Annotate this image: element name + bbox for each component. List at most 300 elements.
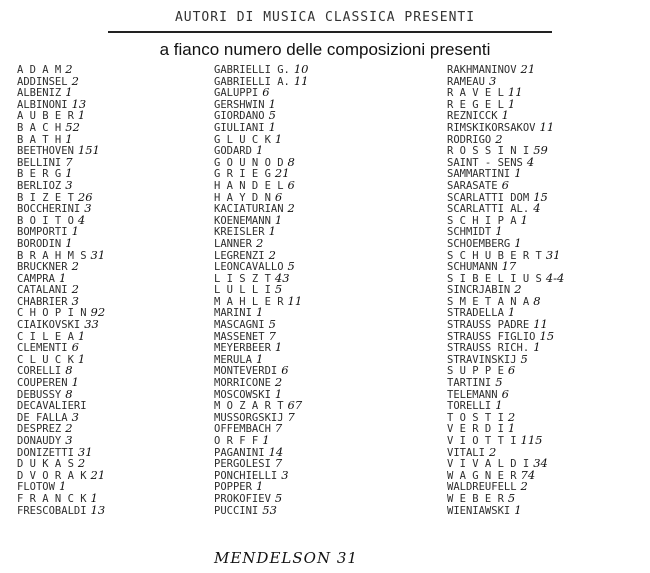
composer-name: DE FALLA — [17, 411, 68, 424]
composer-name: A U B E R — [17, 110, 74, 123]
composer-name: WALDREUFELL — [447, 481, 517, 494]
composition-count: 11 — [507, 85, 523, 100]
composition-count: 2 — [71, 259, 79, 274]
composer-name: CAMPRA — [17, 272, 55, 285]
composer-row — [214, 64, 444, 76]
composer-row — [214, 168, 444, 180]
composition-count: 17 — [501, 259, 517, 274]
composition-count: 1 — [71, 375, 79, 390]
composition-count: 2 — [71, 73, 79, 88]
composer-row — [17, 261, 212, 273]
composition-count: 1 — [514, 502, 522, 517]
composition-count: 13 — [90, 502, 106, 517]
composer-name: GABRIELLI G. — [214, 64, 290, 76]
composition-count: 1 — [274, 386, 283, 401]
composer-name: RODRIGO — [447, 133, 492, 146]
composer-row — [17, 284, 212, 296]
composer-name: LANNER — [214, 237, 252, 250]
composer-name: BERLIOZ — [17, 179, 62, 192]
composer-row — [17, 96, 212, 111]
composition-count: 34 — [533, 456, 548, 471]
composer-row — [447, 284, 647, 296]
composer-name: CATALANI — [17, 284, 68, 297]
composer-name: DONIZETTI — [17, 446, 74, 459]
composer-row — [447, 96, 647, 111]
composer-name: DONAUDY — [17, 435, 62, 447]
composer-name: MORRICONE — [214, 377, 271, 390]
composition-count: 6 — [287, 177, 295, 192]
composer-name: H A N D E L — [214, 179, 284, 192]
composer-row — [17, 444, 212, 459]
composer-name: CIAIKOVSKI — [17, 319, 81, 332]
composer-name: SAINT - SENS — [447, 156, 523, 169]
composition-count: 1 — [268, 96, 276, 111]
composer-name: PONCHIELLI — [214, 469, 278, 482]
composer-name: D U K A S — [17, 458, 74, 471]
composer-row — [214, 284, 444, 296]
composer-row — [214, 247, 444, 262]
composition-count: 151 — [77, 143, 100, 158]
composition-count: 5 — [268, 108, 276, 123]
composer-name: GERSHWIN — [214, 98, 265, 111]
composer-row — [17, 351, 212, 366]
composition-count: 2 — [71, 282, 79, 297]
composer-row — [17, 293, 212, 308]
composer-name: BRUCKNER — [17, 261, 68, 274]
composer-name: ADDINSEL — [17, 75, 68, 88]
composer-name: G R I E G — [214, 168, 271, 181]
composer-name: C H O P I N — [17, 307, 87, 320]
composer-row — [447, 145, 647, 157]
composer-row — [447, 87, 647, 99]
composer-name: C I L E A — [17, 330, 74, 343]
composer-name: LEGRENZI — [214, 249, 265, 262]
composition-count: 2 — [268, 247, 276, 262]
composer-name: B R A H M S — [17, 249, 87, 262]
composer-row — [447, 490, 647, 505]
composer-row — [214, 467, 444, 482]
composition-count: 7 — [274, 421, 283, 436]
composer-name: M O Z A R T — [214, 400, 284, 413]
composer-name: TARTINI — [447, 377, 492, 390]
composer-row — [214, 377, 444, 389]
composer-name: SCARLATTI AL. — [447, 203, 530, 216]
composer-name: COUPEREN — [17, 377, 68, 390]
composer-name: O R F F — [214, 435, 259, 447]
composer-name: SAMMARTINI — [447, 168, 511, 181]
composition-count: 1 — [514, 235, 522, 250]
composition-count: 6 — [262, 85, 270, 100]
composer-name: GIULIANI — [214, 121, 265, 134]
composition-count: 14 — [268, 444, 284, 459]
composition-count: 2 — [77, 456, 86, 471]
composition-count: 1 — [507, 421, 516, 436]
composition-count: 5 — [495, 375, 503, 390]
composer-row — [17, 131, 212, 146]
composer-name: PERGOLESI — [214, 458, 271, 471]
composition-count: 2 — [255, 235, 264, 250]
document-title: AUTORI DI MUSICA CLASSICA PRESENTI — [174, 10, 476, 25]
composer-name: SINCRJABIN — [447, 284, 511, 297]
composition-count: 1 — [520, 212, 528, 227]
composition-count: 1 — [58, 479, 67, 494]
composition-count: 8 — [65, 363, 73, 378]
composition-count: 3 — [65, 177, 73, 192]
composition-count: 15 — [533, 189, 548, 204]
composition-count: 3 — [84, 201, 92, 216]
composer-row — [214, 131, 444, 146]
composer-row — [17, 400, 212, 412]
composer-row — [214, 189, 444, 204]
composer-row — [17, 168, 212, 180]
composition-count: 6 — [274, 189, 283, 204]
composition-count: 21 — [274, 166, 290, 181]
composition-count: 21 — [90, 467, 106, 482]
composer-row — [447, 400, 647, 412]
composer-row — [17, 73, 212, 88]
composer-row — [214, 177, 444, 192]
composer-row — [214, 270, 444, 285]
composer-row — [214, 435, 444, 447]
composition-count: 1 — [58, 270, 67, 285]
composer-row — [17, 377, 212, 389]
composer-column-1 — [17, 64, 212, 516]
composition-count: 43 — [274, 270, 290, 285]
composer-row — [214, 235, 444, 250]
composer-name: OFFEMBACH — [214, 423, 271, 436]
composer-name: KREISLER — [214, 226, 265, 239]
composer-row — [17, 307, 212, 319]
composition-count: 5 — [507, 490, 516, 505]
composer-name: L I S Z T — [214, 272, 271, 285]
composer-name: F R A N C K — [17, 492, 87, 505]
composition-count: 1 — [255, 143, 264, 158]
composition-count: 7 — [65, 154, 73, 169]
composer-name: GODARD — [214, 145, 252, 158]
composer-row — [447, 409, 647, 424]
composer-name: S M E T A N A — [447, 295, 530, 308]
composer-name: H A Y D N — [214, 191, 271, 204]
composer-row — [447, 154, 647, 169]
composer-name: CORELLI — [17, 365, 62, 378]
composition-count: 1 — [495, 224, 503, 239]
composer-name: SCHOEMBERG — [447, 237, 511, 250]
composer-row — [447, 467, 647, 482]
composition-count: 52 — [65, 119, 80, 134]
composition-count: 31 — [90, 247, 106, 262]
composer-name: DEBUSSY — [17, 388, 62, 401]
composition-count: 1 — [501, 108, 509, 123]
composer-row — [17, 87, 212, 99]
composer-name: TELEMANN — [447, 388, 498, 401]
composition-count: 4 — [533, 201, 541, 216]
composer-name: BOCCHERINI — [17, 203, 81, 216]
composer-name: RAMEAU — [447, 75, 485, 88]
composer-row — [17, 145, 212, 157]
composition-count: 1 — [90, 490, 98, 505]
composer-name: TORELLI — [447, 400, 492, 413]
composition-count: 5 — [274, 282, 283, 297]
composer-row — [447, 189, 647, 204]
composer-row — [447, 423, 647, 435]
composition-count: 15 — [539, 328, 555, 343]
composer-name: KACIATURIAN — [214, 203, 284, 216]
composer-row — [214, 386, 444, 401]
composer-row — [214, 154, 444, 169]
composer-name: REZNICCK — [447, 110, 498, 123]
composer-name: W A G N E R — [447, 469, 517, 482]
composition-count: 7 — [268, 328, 276, 343]
composition-count: 2 — [520, 479, 528, 494]
composer-name: W E B E R — [447, 492, 504, 505]
composer-name: R E G E L — [447, 98, 504, 111]
composer-name: MASCAGNI — [214, 319, 265, 332]
composer-name: BOMPORTI — [17, 226, 68, 239]
composer-row — [17, 270, 212, 285]
composer-row — [214, 481, 444, 493]
composer-row — [214, 423, 444, 435]
composer-name: C L U C K — [17, 353, 74, 366]
composer-row — [17, 212, 212, 227]
composition-count: 2 — [507, 409, 516, 424]
composer-row — [17, 423, 212, 435]
composer-row — [214, 400, 444, 412]
document-subtitle: a fianco numero delle composizioni presenti — [159, 40, 491, 59]
composer-row — [214, 490, 444, 505]
composition-count: 1 — [65, 131, 73, 146]
composer-row — [214, 365, 444, 377]
composer-row — [17, 154, 212, 169]
composer-name: DECAVALIERI — [17, 400, 87, 413]
composer-row — [214, 444, 444, 459]
composer-name: M A H L E R — [214, 295, 284, 308]
composer-row — [447, 168, 647, 180]
composition-count: 1 — [77, 108, 86, 123]
title-underline — [108, 31, 552, 33]
composer-row — [17, 119, 212, 134]
composer-row — [214, 212, 444, 227]
composer-name: S I B E L I U S — [447, 272, 542, 285]
composer-name: ALBENIZ — [17, 87, 62, 100]
composer-row — [17, 502, 212, 517]
composition-count: 2 — [488, 444, 497, 459]
composer-row — [214, 96, 444, 111]
composer-name: MERULA — [214, 353, 252, 366]
composer-row — [447, 351, 647, 366]
composer-row — [447, 293, 647, 308]
composition-count: 1 — [507, 305, 516, 320]
composition-count: 6 — [71, 340, 79, 355]
composer-row — [447, 481, 647, 493]
composer-name: V I V A L D I — [447, 458, 530, 471]
composition-count: 59 — [533, 143, 548, 158]
composition-count: 3 — [488, 73, 497, 88]
composition-count: 4 — [77, 212, 86, 227]
composition-count: 5 — [287, 259, 295, 274]
composer-row — [17, 328, 212, 343]
composition-count: 8 — [65, 386, 73, 401]
composer-row — [214, 307, 444, 319]
composition-count: 11 — [287, 293, 303, 308]
composer-row — [214, 351, 444, 366]
composer-name: MARINI — [214, 307, 252, 320]
composition-count: 26 — [77, 189, 93, 204]
composition-count: 1 — [71, 224, 79, 239]
composition-count: 1 — [274, 212, 283, 227]
composer-name: RIMSKIKORSAKOV — [447, 121, 536, 134]
composer-row — [17, 226, 212, 238]
composition-count: 1 — [65, 166, 73, 181]
composer-name: G L U C K — [214, 133, 271, 146]
composer-row — [17, 409, 212, 424]
composer-name: GALUPPI — [214, 87, 259, 100]
composer-name: PAGANINI — [214, 446, 265, 459]
composition-count: 10 — [293, 62, 309, 76]
composer-name: CHABRIER — [17, 295, 68, 308]
composer-name: STRAVINSKIJ — [447, 353, 517, 366]
composer-row — [17, 203, 212, 215]
composition-count: 7 — [287, 409, 295, 424]
composer-name: B A T H — [17, 133, 62, 146]
composer-row — [447, 328, 647, 343]
composer-name: SCHMIDT — [447, 226, 492, 239]
composer-row — [447, 73, 647, 88]
composition-count: 1 — [77, 328, 86, 343]
composer-name: MASSENET — [214, 330, 265, 343]
composition-count: 2 — [274, 375, 283, 390]
composition-count: 5 — [520, 351, 528, 366]
composer-name: R O S S I N I — [447, 145, 530, 158]
composer-row — [17, 235, 212, 250]
composer-name: BORODIN — [17, 237, 62, 250]
composition-count: 3 — [65, 433, 73, 447]
composer-name: SARASATE — [447, 179, 498, 192]
composer-name: STRAUSS RICH. — [447, 342, 530, 355]
composer-row — [17, 177, 212, 192]
composer-row — [17, 386, 212, 401]
composer-row — [447, 386, 647, 401]
composer-row — [214, 328, 444, 343]
composition-count: 21 — [520, 62, 536, 76]
composition-count: 1 — [495, 398, 503, 413]
composition-count: 2 — [495, 131, 503, 146]
composer-row — [214, 73, 444, 88]
composer-row — [214, 293, 444, 308]
composition-count: 1 — [268, 119, 276, 134]
composition-count: 74 — [520, 467, 536, 482]
composition-count: 31 — [545, 247, 561, 262]
composition-count: 8 — [533, 293, 541, 308]
composer-row — [447, 377, 647, 389]
composer-row — [17, 319, 212, 331]
composer-name: LEONCAVALLO — [214, 261, 284, 274]
composition-count: 1 — [533, 340, 541, 355]
composition-count: 6 — [281, 363, 289, 378]
composition-count: 3 — [71, 293, 79, 308]
composer-name: S C H U B E R T — [447, 249, 542, 262]
composer-row — [214, 203, 444, 215]
composer-row — [17, 435, 212, 447]
composer-name: R A V E L — [447, 87, 504, 100]
composer-name: PUCCINI — [214, 504, 259, 517]
composition-count: 6 — [501, 386, 509, 401]
composition-count: 115 — [520, 433, 543, 447]
composition-count: 1 — [274, 340, 283, 355]
composition-count: 13 — [71, 96, 87, 111]
composer-row — [447, 212, 647, 227]
composition-count: 1 — [262, 433, 270, 447]
composer-name: B O I T O — [17, 214, 74, 227]
composer-row — [447, 365, 647, 377]
composition-count: 11 — [293, 73, 309, 88]
composer-row — [447, 203, 647, 215]
composer-row — [447, 119, 647, 134]
composer-name: SCHUMANN — [447, 261, 498, 274]
composer-name: FRESCOBALDI — [17, 504, 87, 517]
composer-row — [214, 342, 444, 354]
composition-count: 1 — [65, 235, 73, 250]
composer-name: A D A M — [17, 64, 62, 76]
composer-row — [447, 458, 647, 470]
composer-name: PROKOFIEV — [214, 492, 271, 505]
composition-count: 5 — [268, 317, 276, 332]
composition-count: 31 — [77, 444, 93, 459]
composer-name: STRAUSS FIGLIO — [447, 330, 536, 343]
composer-row — [214, 261, 444, 273]
composer-name: MEYERBEER — [214, 342, 271, 355]
composer-name: G O U N O D — [214, 156, 284, 169]
composer-row — [214, 409, 444, 424]
composer-row — [17, 467, 212, 482]
composer-name: ALBINONI — [17, 98, 68, 111]
composer-row — [214, 110, 444, 122]
composition-count: 1 — [255, 479, 264, 494]
composition-count: 1 — [507, 96, 516, 111]
composer-name: V E R D I — [447, 423, 504, 436]
composer-row — [214, 502, 444, 517]
composer-name: STRADELLA — [447, 307, 504, 320]
composition-count: 11 — [539, 119, 555, 134]
composition-count: 5 — [274, 490, 283, 505]
composer-name: S C H I P A — [447, 214, 517, 227]
handwritten-footer-note: MENDELSON 31 — [214, 549, 358, 567]
composition-count: 2 — [65, 62, 73, 76]
composition-count: 1 — [514, 166, 522, 181]
composer-name: KOENEMANN — [214, 214, 271, 227]
composer-name: STRAUSS PADRE — [447, 319, 530, 332]
composer-row — [17, 365, 212, 377]
composer-name: BELLINI — [17, 156, 62, 169]
composer-row — [17, 490, 212, 505]
composer-row — [17, 110, 212, 122]
composer-name: L U L L I — [214, 284, 271, 297]
composer-name: MOSCOWSKI — [214, 388, 271, 401]
composition-count: 4 — [526, 154, 535, 169]
composer-column-3 — [447, 64, 647, 516]
composer-name: B I Z E T — [17, 191, 74, 204]
composer-column-2 — [214, 64, 444, 516]
composition-count: 4-4 — [545, 270, 565, 285]
composer-name: MUSSORGSKIJ — [214, 411, 284, 424]
composer-name: GIORDANO — [214, 110, 265, 123]
composer-row — [214, 226, 444, 238]
composition-count: 8 — [287, 154, 295, 169]
composition-count: 1 — [65, 85, 73, 100]
composer-name: B A C H — [17, 121, 62, 134]
composer-name: D V O R A K — [17, 469, 87, 482]
composer-row — [214, 458, 444, 470]
composition-count: 92 — [90, 305, 106, 320]
